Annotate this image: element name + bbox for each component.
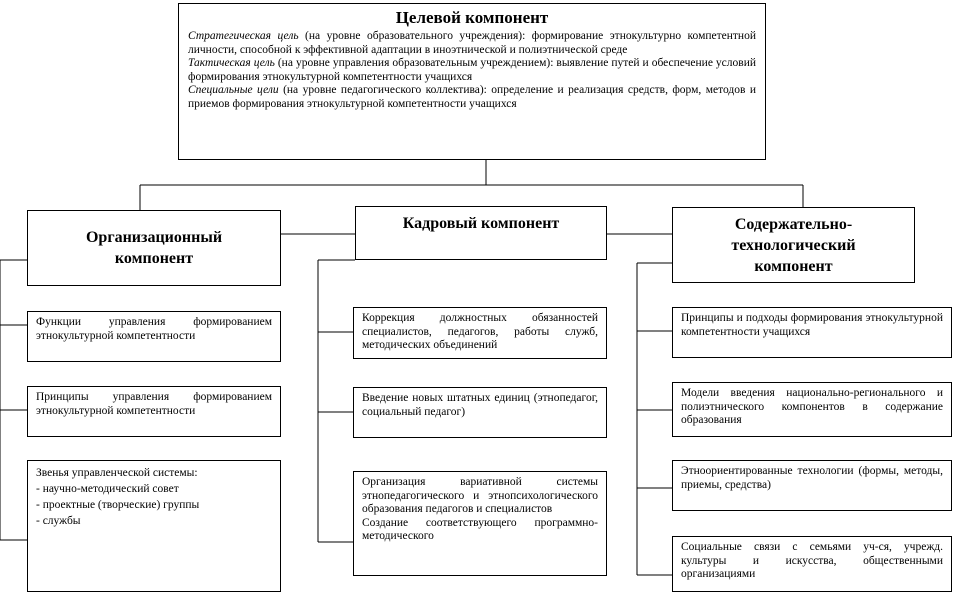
content-component-box (672, 207, 915, 283)
content-item-models (672, 382, 952, 437)
content-item-technologies-text: Этноориентированные технологии (формы, методы, приемы, средства) (681, 465, 943, 491)
tactical-goal-term: Тактическая цель (188, 57, 275, 69)
staff-item-education-text: Организация вариативной системы этнопедагогического и этнопсихологического образования педагогов и специалистов (362, 476, 598, 515)
content-component-title: Содержательно-технологический компонент (731, 215, 856, 275)
org-levels-heading: Звенья управленческой системы: (36, 467, 198, 479)
content-item-social-links-text: Социальные связи с семьями уч-ся, учрежд. культуры и искусства, общественными организациями (681, 541, 943, 580)
org-component-box (27, 210, 281, 286)
staff-component-box (355, 206, 607, 260)
org-item-principles-text: Принципы управления формированием этнокультурной компетентности (36, 391, 272, 417)
goal-component-title: Целевой компонент (395, 8, 549, 27)
list-item: - научно-методический совет (36, 483, 179, 495)
strategic-goal-text: (на уровне образовательного учреждения): формирование этнокультурно компетентной личности, способной к эффективной адаптации в иноэтнической и полиэтнической среде (188, 30, 756, 56)
staff-item-methodology-text: Создание соответствующего программно-методического (362, 516, 598, 542)
strategic-goal-term: Стратегическая цель (188, 30, 299, 42)
content-item-principles (672, 307, 952, 358)
special-goals-term: Специальные цели (188, 84, 279, 96)
content-item-technologies (672, 460, 952, 511)
org-item-functions-text: Функции управления формированием этнокультурной компетентности (36, 316, 272, 342)
staff-item-new-positions-text: Введение новых штатных единиц (этнопедагог, социальный педагог) (362, 392, 598, 418)
special-goals-text: (на уровне педагогического коллектива): определение и реализация средств, форм, методов и приемов формирования этнокультурной компетентности учащихся (188, 84, 756, 110)
list-item: - службы (36, 515, 81, 527)
org-levels-list (36, 481, 272, 529)
org-item-principles (27, 386, 281, 437)
special-goals (188, 84, 756, 111)
tactical-goal (188, 57, 756, 84)
staff-component-title: Кадровый компонент (402, 215, 560, 232)
strategic-goal (188, 30, 756, 57)
org-item-levels (27, 460, 281, 592)
tactical-goal-text: (на уровне управления образовательным учреждением): выявление путей и обеспечение условий формирования этнокультурной компетентности учащихся (188, 57, 756, 83)
content-item-principles-text: Принципы и подходы формирования этнокультурной компетентности учащихся (681, 312, 943, 338)
staff-item-duties-text: Коррекция должностных обязанностей специалистов, педагогов, работы служб, методических объединений (362, 312, 598, 351)
list-item: - проектные (творческие) группы (36, 499, 200, 511)
staff-item-duties (353, 307, 607, 359)
goal-component-box (178, 3, 766, 160)
org-item-functions (27, 311, 281, 362)
content-item-social-links (672, 536, 952, 592)
content-item-models-text: Модели введения национально-регионального и полиэтнического компонентов в содержание образования (681, 387, 943, 426)
staff-item-new-positions (353, 387, 607, 438)
staff-item-education (353, 471, 607, 576)
org-component-title: Организационный компонент (85, 229, 223, 267)
